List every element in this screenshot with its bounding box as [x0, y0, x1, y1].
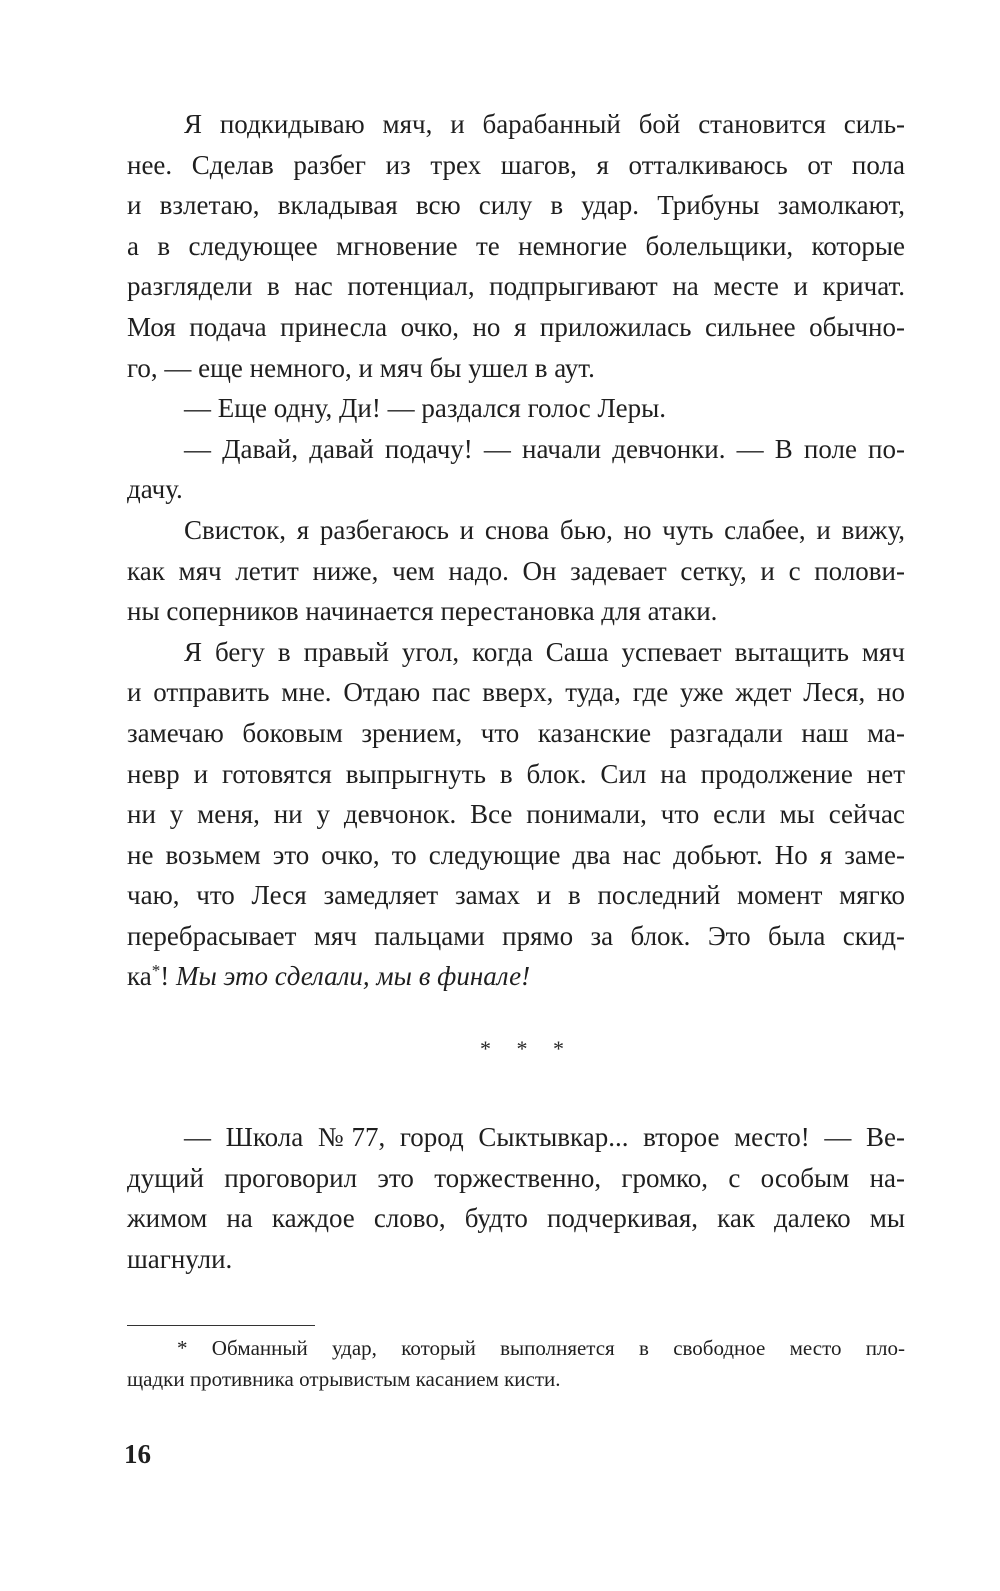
footnote-line: щадки противника отрывистым касанием кисти.: [127, 1367, 561, 1391]
text-line: разглядели в нас потенциал, подпрыгивают на месте и кричат.: [127, 271, 905, 302]
text-line: — Еще одну, Ди! — раздался голос Леры.: [184, 393, 667, 424]
text-line-last: [127, 956, 905, 997]
text-line: невр и готовятся выпрыгнуть в блок. Сил на продолжение нет: [127, 758, 905, 789]
text-line: — Школа №77, город Сыктывкар... второе место! — Ве-: [184, 1122, 905, 1152]
text-line: дачу.: [127, 474, 183, 505]
text-fragment: !: [160, 961, 176, 992]
italic-phrase: Мы это сделали, мы в финале!: [175, 961, 531, 992]
text-line: нее. Сделав разбег из трех шагов, я отталкиваюсь от пола: [127, 149, 905, 180]
text-line: шагнули.: [127, 1243, 233, 1274]
footnote-divider: [127, 1325, 315, 1326]
text-line: — Давай, давай подачу! — начали девчонки. — В поле по-: [184, 433, 905, 464]
section-break: * * *: [480, 1036, 574, 1061]
closing-text: [127, 1117, 905, 1279]
text-line: не возьмем это очко, то следующие два нас добьют. Но я заме-: [127, 839, 905, 870]
footnote-reference: *: [151, 961, 161, 981]
text-line: Свисток, я разбегаюсь и снова бью, но чуть слабее, и вижу,: [184, 514, 905, 545]
text-line: чаю, что Леся замедляет замах и в последний момент мягко: [127, 880, 905, 911]
text-line: жимом на каждое слово, будто подчеркивая, как далеко мы: [127, 1203, 905, 1234]
text-line: и отправить мне. Отдаю пас вверх, туда, где уже ждет Леся, но: [127, 677, 905, 708]
footnote: [127, 1333, 905, 1395]
footnote-line: * Обманный удар, который выполняется в свободное место пло-: [177, 1336, 905, 1360]
text-fragment: ка: [127, 961, 152, 992]
text-line: дущий проговорил это торжественно, громко, с особым на-: [127, 1162, 905, 1193]
text-line: Я подкидываю мяч, и барабанный бой становится силь-: [184, 109, 905, 139]
text-line: перебрасывает мяч пальцами прямо за блок. Это была скид-: [127, 920, 905, 951]
text-line: и взлетаю, вкладывая всю силу в удар. Трибуны замолкают,: [127, 190, 905, 221]
text-line: Моя подача принесла очко, но я приложилась сильнее обычно-: [127, 311, 905, 342]
text-line: Я бегу в правый угол, когда Саша успевает вытащить мяч: [184, 636, 905, 667]
text-line: замечаю боковым зрением, что казанские разгадали наш ма-: [127, 717, 905, 748]
main-text: [127, 104, 905, 997]
text-line: а в следующее мгновение те немногие болельщики, которые: [127, 230, 905, 261]
page-number: 16: [124, 1439, 151, 1469]
text-line: го, — еще немного, и мяч бы ушел в аут.: [127, 352, 595, 383]
text-line: ны соперников начинается перестановка для атаки.: [127, 596, 718, 627]
text-line: ни у меня, ни у девчонок. Все понимали, что если мы сейчас: [127, 799, 905, 830]
text-line: как мяч летит ниже, чем надо. Он задевает сетку, и с полови-: [127, 555, 905, 586]
